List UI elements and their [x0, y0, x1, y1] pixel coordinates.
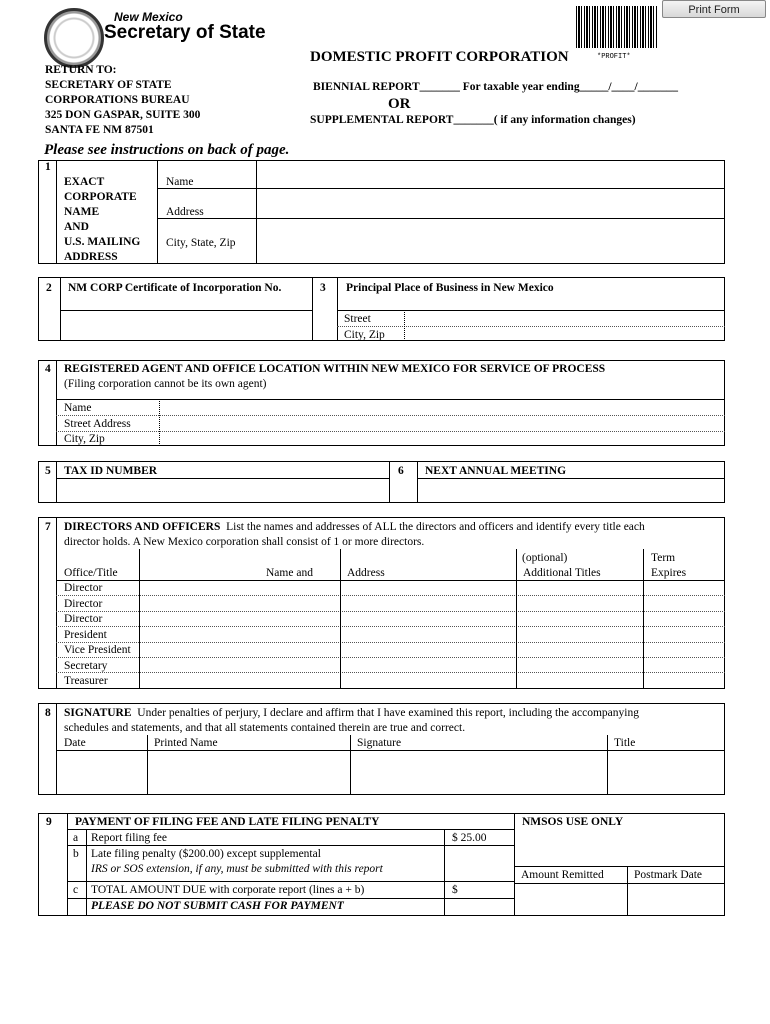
supplemental-report: SUPPLEMENTAL REPORT_______( if any information changes) — [310, 114, 636, 126]
optional-label: (optional) — [522, 552, 568, 564]
total-due-field[interactable] — [466, 882, 513, 897]
section-number: 5 — [45, 465, 51, 477]
office-title-header: Office/Title — [64, 567, 118, 579]
barcode-text: *PROFIT* — [597, 53, 631, 61]
section-7-desc: director holds. A New Mexico corporation shall consist of 1 or more directors. — [64, 536, 425, 548]
section-number: 4 — [45, 363, 51, 375]
section-number: 8 — [45, 707, 51, 719]
section-7-heading — [64, 520, 645, 534]
agency-name: Secretary of State — [104, 22, 266, 43]
address-field[interactable] — [258, 189, 724, 217]
form-title: DOMESTIC PROFIT CORPORATION — [310, 49, 569, 65]
barcode — [576, 6, 658, 48]
section-4-note: (Filing corporation cannot be its own agent) — [64, 378, 267, 390]
section-1-label: AND — [64, 221, 89, 233]
date-header: Date — [64, 737, 86, 749]
amount-remitted-label: Amount Remitted — [521, 869, 604, 881]
section-number: 7 — [45, 521, 51, 533]
section-number: 3 — [320, 282, 326, 294]
section-7-desc: List the names and addresses of ALL the directors and officers and identify every title each — [226, 521, 645, 533]
city-state-zip-label: City, State, Zip — [166, 237, 236, 249]
agent-name-label: Name — [64, 402, 92, 414]
address-label: Address — [166, 206, 204, 218]
state-seal-icon — [44, 8, 104, 68]
agent-name-field[interactable] — [161, 400, 724, 414]
city-state-zip-field[interactable] — [258, 219, 724, 263]
address-header: Address — [347, 567, 385, 579]
office-title-row: President — [64, 629, 107, 641]
section-8-desc: Under penalties of perjury, I declare and affirm that I have examined this report, including the accompanying — [137, 707, 639, 719]
city-zip-label: City, Zip — [344, 329, 385, 341]
street-label: Street — [344, 313, 371, 325]
return-to-line: SANTA FE NM 87501 — [45, 124, 154, 136]
or-text: OR — [388, 96, 411, 112]
line-c-letter: c — [73, 884, 79, 896]
return-to-line: 325 DON GASPAR, SUITE 300 — [45, 109, 201, 121]
principal-city-zip-field[interactable] — [406, 327, 724, 340]
office-title-row: Director — [64, 582, 103, 594]
total-due-amount: $ — [452, 884, 458, 896]
certificate-number-field[interactable] — [62, 312, 310, 340]
section-7-label: DIRECTORS AND OFFICERS — [64, 521, 221, 533]
section-2-label: NM CORP Certificate of Incorporation No. — [68, 282, 282, 294]
return-to-line: CORPORATIONS BUREAU — [45, 94, 190, 106]
section-1-label: NAME — [64, 206, 100, 218]
office-title-row: Treasurer — [64, 675, 108, 687]
extension-note: IRS or SOS extension, if any, must be submitted with this report — [91, 863, 383, 875]
principal-street-field[interactable] — [406, 311, 724, 325]
section-8-heading — [64, 706, 639, 720]
additional-titles-header: Additional Titles — [523, 567, 601, 579]
corporate-name-field[interactable] — [258, 161, 724, 187]
no-cash-note: PLEASE DO NOT SUBMIT CASH FOR PAYMENT — [91, 900, 344, 912]
section-3-label: Principal Place of Business in New Mexico — [346, 282, 554, 294]
next-meeting-label: NEXT ANNUAL MEETING — [425, 465, 567, 477]
signature-header: Signature — [357, 737, 402, 749]
instructions-note: Please see instructions on back of page. — [44, 142, 290, 158]
agent-street-field[interactable] — [161, 416, 724, 430]
name-label: Name — [166, 176, 194, 188]
section-number: 6 — [398, 465, 404, 477]
tax-id-label: TAX ID NUMBER — [64, 465, 158, 477]
section-1-label: EXACT — [64, 176, 105, 188]
agent-city-label: City, Zip — [64, 433, 105, 445]
section-1-label: U.S. MAILING — [64, 236, 141, 248]
next-meeting-field[interactable] — [419, 480, 724, 502]
section-8-desc: schedules and statements, and that all statements contained therein are true and correct. — [64, 722, 466, 734]
tax-id-field[interactable] — [58, 480, 388, 502]
printed-name-field[interactable] — [149, 752, 349, 794]
signature-label: SIGNATURE — [64, 707, 132, 719]
return-to-line: RETURN TO: — [45, 64, 117, 76]
report-filing-fee-label: Report filing fee — [91, 832, 168, 844]
office-title-row: Secretary — [64, 660, 108, 672]
biennial-report: BIENNIAL REPORT_______ For taxable year ending_____/____/_______ — [313, 81, 678, 93]
line-b-letter: b — [73, 848, 79, 860]
agent-city-field[interactable] — [161, 432, 724, 445]
printed-name-header: Printed Name — [154, 737, 218, 749]
signature-field[interactable] — [352, 752, 606, 794]
section-1-label: CORPORATE — [64, 191, 137, 203]
postmark-date-label: Postmark Date — [634, 869, 703, 881]
office-title-row: Vice President — [64, 644, 131, 656]
return-to-line: SECRETARY OF STATE — [45, 79, 172, 91]
late-penalty-amount-field[interactable] — [446, 846, 513, 880]
total-due-label: TOTAL AMOUNT DUE with corporate report (lines a + b) — [91, 884, 365, 896]
title-header: Title — [614, 737, 636, 749]
agent-street-label: Street Address — [64, 418, 131, 430]
date-field[interactable] — [58, 752, 146, 794]
directors-address-field[interactable] — [342, 581, 515, 688]
payment-label: PAYMENT OF FILING FEE AND LATE FILING PENALTY — [75, 816, 380, 828]
office-title-row: Director — [64, 598, 103, 610]
office-title-row: Director — [64, 613, 103, 625]
agency-top: New Mexico — [114, 10, 183, 24]
name-header: Name and — [266, 567, 313, 579]
nmsos-use-only-label: NMSOS USE ONLY — [522, 816, 624, 828]
filing-fee-amount: $ 25.00 — [452, 832, 487, 844]
directors-name-field[interactable] — [141, 581, 339, 688]
term-label: Term — [651, 552, 676, 564]
section-number: 9 — [46, 816, 52, 828]
print-form-button[interactable]: Print Form — [662, 0, 766, 18]
section-4-label: REGISTERED AGENT AND OFFICE LOCATION WITHIN NEW MEXICO FOR SERVICE OF PROCESS — [64, 363, 606, 375]
section-number: 1 — [45, 161, 51, 173]
section-1-label: ADDRESS — [64, 251, 118, 263]
section-number: 2 — [46, 282, 52, 294]
title-field[interactable] — [609, 752, 724, 794]
line-a-letter: a — [73, 832, 79, 844]
term-expires-header: Expires — [651, 567, 687, 579]
late-penalty-label: Late filing penalty ($200.00) except supplemental — [91, 848, 321, 860]
